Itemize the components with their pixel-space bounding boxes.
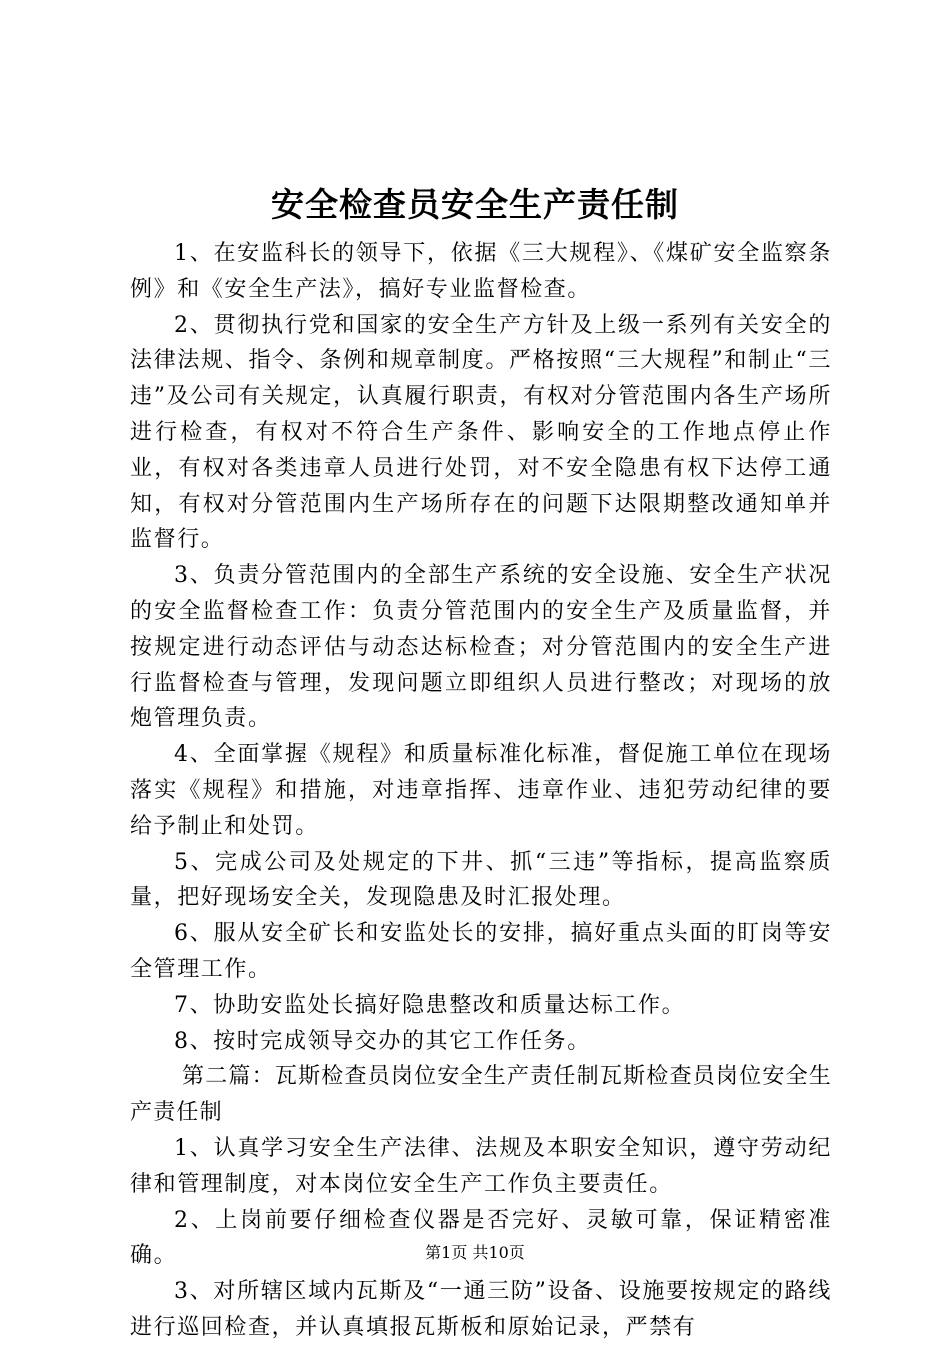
paragraph: 2、上岗前要仔细检查仪器是否完好、灵敏可靠，保证精密准确。	[130, 1207, 832, 1269]
paragraph: 3、负责分管范围内的全部生产系统的安全设施、安全生产状况的安全监督检查工作：负责分管范围内的安全生产及质量监督，并按规定进行动态评估与动态达标检查；对分管范围内的安全生产进行监督检查与管理，发现问题立即组织人员进行整改；对现场的放炮管理负责。	[130, 563, 832, 732]
paragraph: 5、完成公司及处规定的下井、抓“三违”等指标，提高监察质量，把好现场安全关，发现隐患及时汇报处理。	[130, 849, 832, 911]
page-number: 第1页 共10页	[425, 1243, 525, 1262]
paragraph: 2、贯彻执行党和国家的安全生产方针及上级一系列有关安全的法律法规、指令、条例和规章制度。严格按照“三大规程”和制止“三违”及公司有关规定，认真履行职责，有权对分管范围内各生产场所进行检查，有权对不符合生产条件、影响安全的工作地点停止作业，有权对各类违章人员进行处罚，对不安全隐患有权下达停工通知，有权对分管范围内生产场所存在的问题下达限期整改通知单并监督行。	[130, 312, 832, 553]
paragraph: 8、按时完成领导交办的其它工作任务。	[174, 1028, 591, 1054]
paragraph: 1、在安监科长的领导下，依据《三大规程》、《煤矿安全监察条例》和《安全生产法》，搞好专业监督检查。	[130, 241, 832, 302]
paragraph: 7、协助安监处长搞好隐患整改和质量达标工作。	[174, 992, 686, 1018]
document-body	[130, 236, 832, 1346]
section-heading: 第二篇：瓦斯检查员岗位安全生产责任制瓦斯检查员岗位安全生产责任制	[130, 1064, 832, 1126]
document-title: 安全检查员安全生产责任制	[271, 185, 679, 224]
paragraph: 3、对所辖区域内瓦斯及“一通三防”设备、设施要按规定的路线进行巡回检查，并认真填报瓦斯板和原始记录，严禁有	[130, 1279, 832, 1340]
paragraph: 1、认真学习安全生产法律、法规及本职安全知识，遵守劳动纪律和管理制度，对本岗位安全生产工作负主要责任。	[130, 1135, 832, 1197]
paragraph: 4、全面掌握《规程》和质量标准化标准，督促施工单位在现场落实《规程》和措施，对违章指挥、违章作业、违犯劳动纪律的要给予制止和处罚。	[130, 742, 832, 839]
paragraph: 6、服从安全矿长和安监处长的安排，搞好重点头面的盯岗等安全管理工作。	[130, 921, 832, 982]
